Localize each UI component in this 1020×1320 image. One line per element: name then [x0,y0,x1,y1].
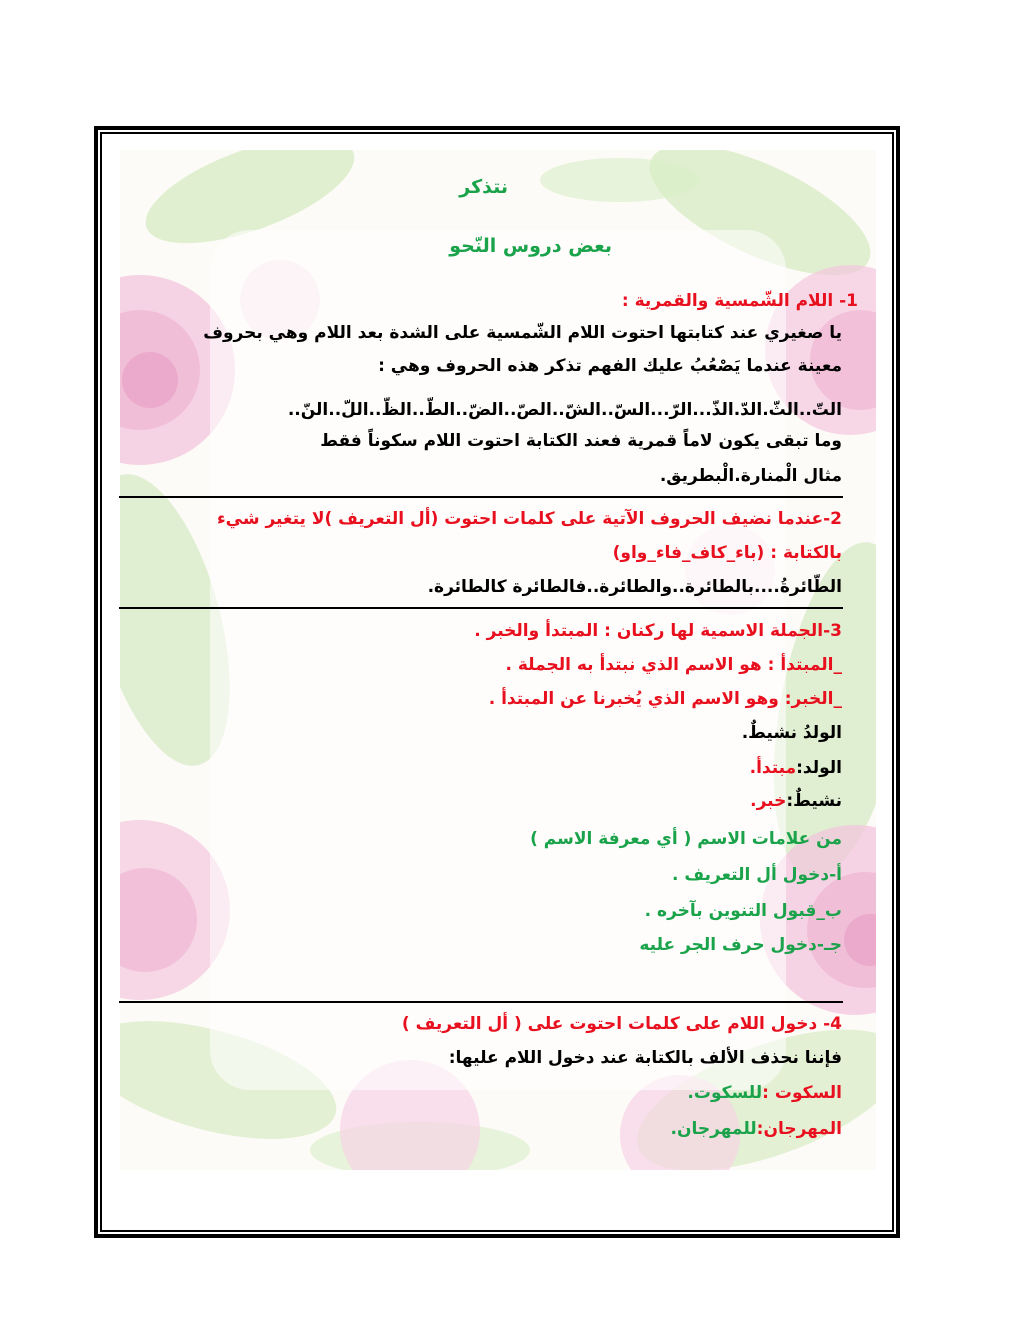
page-subtitle: بعض دروس النّحو [449,235,612,257]
noun-sign-c: جـ-دخول حرف الجر عليه [639,935,842,955]
section1-example: مثال الْمنارة.الْبطريق. [659,466,842,486]
example-result: للسكوت. [687,1083,763,1103]
example-parse-2 [750,791,842,811]
section2-heading: 2-عندما نضيف الحروف الآتية على كلمات احتوت (أل التعريف )لا يتغير شيء [216,509,842,529]
example-result: للمهرجان. [670,1119,757,1139]
parse-word: الولد: [796,758,842,778]
divider-3 [119,1001,843,1003]
parse-role: خبر. [750,791,787,811]
parse-role: مبتدأ. [749,758,797,778]
noun-signs-heading: من علامات الاسم ( أي معرفة الاسم ) [530,829,842,849]
page-title: نتذكر [459,176,508,198]
section1-line4: وما تبقى يكون لاماً قمرية فعند الكتابة احتوت اللام سكوناً فقط [320,431,842,451]
section1-heading: 1- اللام الشّمسية والقمرية : [621,291,858,311]
khabar-definition: _الخبر: وهو الاسم الذي يُخبرنا عن المبتدأ . [488,689,842,709]
example-word: السكوت : [762,1083,842,1103]
divider-2 [119,607,843,609]
section3-heading: 3-الجملة الاسمية لها ركنان : المبتدأ والخبر . [474,621,842,641]
divider-1 [119,496,843,498]
example-sentence: الولدُ نشيطٌ. [741,723,842,743]
example-word: المهرجان: [756,1119,842,1139]
section4-heading: 4- دخول اللام على كلمات احتوت على ( أل التعريف ) [401,1014,842,1034]
section1-letters: التّ..الثّ.الدّ.الذّ...الرّ...السّ..الشّ..الصّ..الضّ..الطّ..الظّ..اللّ..النّ.. [287,400,842,420]
example-parse-1 [750,758,842,778]
mubtada-definition: _المبتدأ : هو الاسم الذي نبتدأ به الجملة . [505,655,842,675]
section4-rule: فإننا نحذف الألف بالكتابة عند دخول اللام عليها: [448,1048,842,1068]
section2-letters: بالكتابة : (باء_كاف_فاء_واو) [612,543,842,563]
noun-sign-b: ب_قبول التنوين بآخره . [644,901,842,921]
noun-sign-a: أ-دخول أل التعريف . [671,865,842,885]
section1-line2: معينة عندما يَصْعُبُ عليك الفهم تذكر هذه الحروف وهي : [378,356,842,376]
section1-line1: يا صغيري عند كتابتها احتوت اللام الشّمسية على الشدة بعد اللام وهي بحروف [203,323,842,343]
section4-example-1 [687,1083,842,1103]
section4-example-2 [671,1119,842,1139]
parse-word: نشيطٌ: [786,791,842,811]
section2-example: الطّائرةُ....بالطائرة..والطائرة..فالطائرة كالطائرة. [427,577,842,597]
